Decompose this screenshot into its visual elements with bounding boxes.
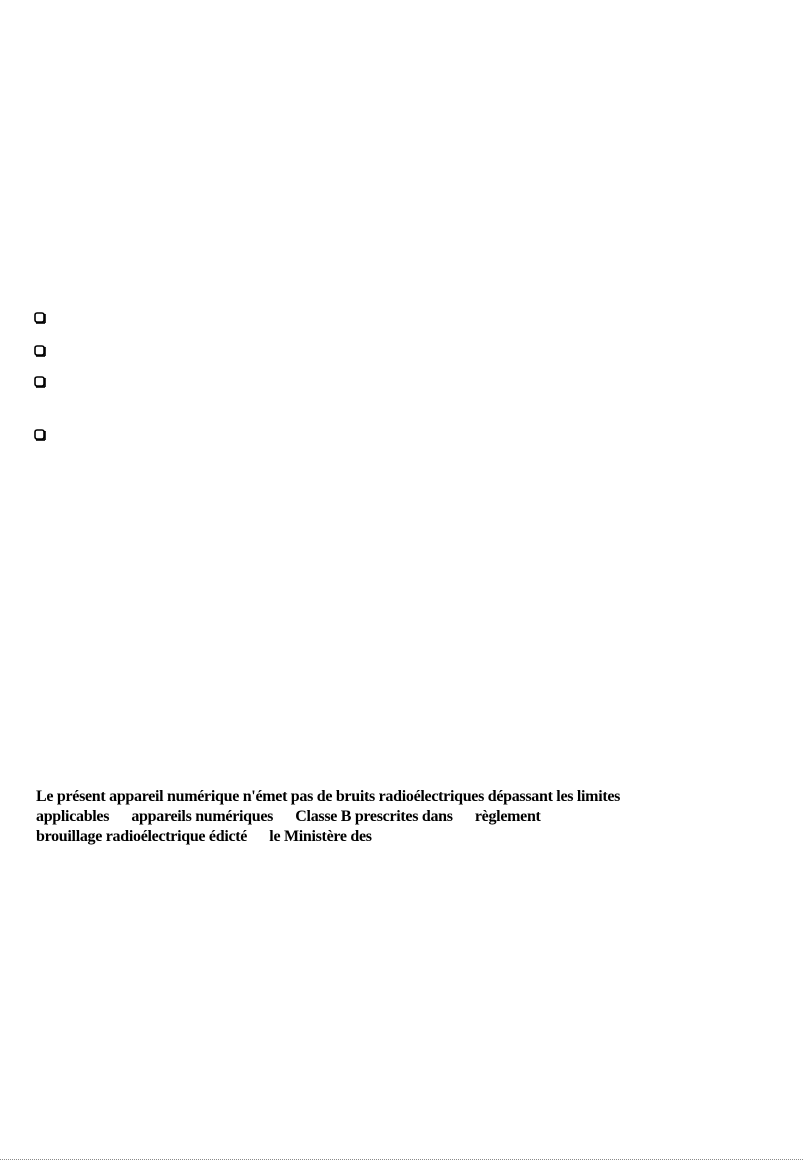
notice-line: brouillage radioélectrique édicté le Ministère des [36, 828, 372, 845]
notice-line: Le présent appareil numérique n'émet pas de bruits radioélectriques dépassant les limites [36, 788, 621, 805]
checkbox-icon [34, 376, 46, 388]
canadian-compliance-notice [36, 787, 736, 847]
checkbox-icon [34, 429, 46, 441]
notice-line: applicables appareils numériques Classe B prescrites dans règlement [36, 808, 541, 825]
checklist [34, 312, 64, 452]
checkbox-icon [34, 345, 46, 357]
page-bottom-rule [0, 1159, 803, 1160]
checkbox-icon [34, 312, 46, 324]
